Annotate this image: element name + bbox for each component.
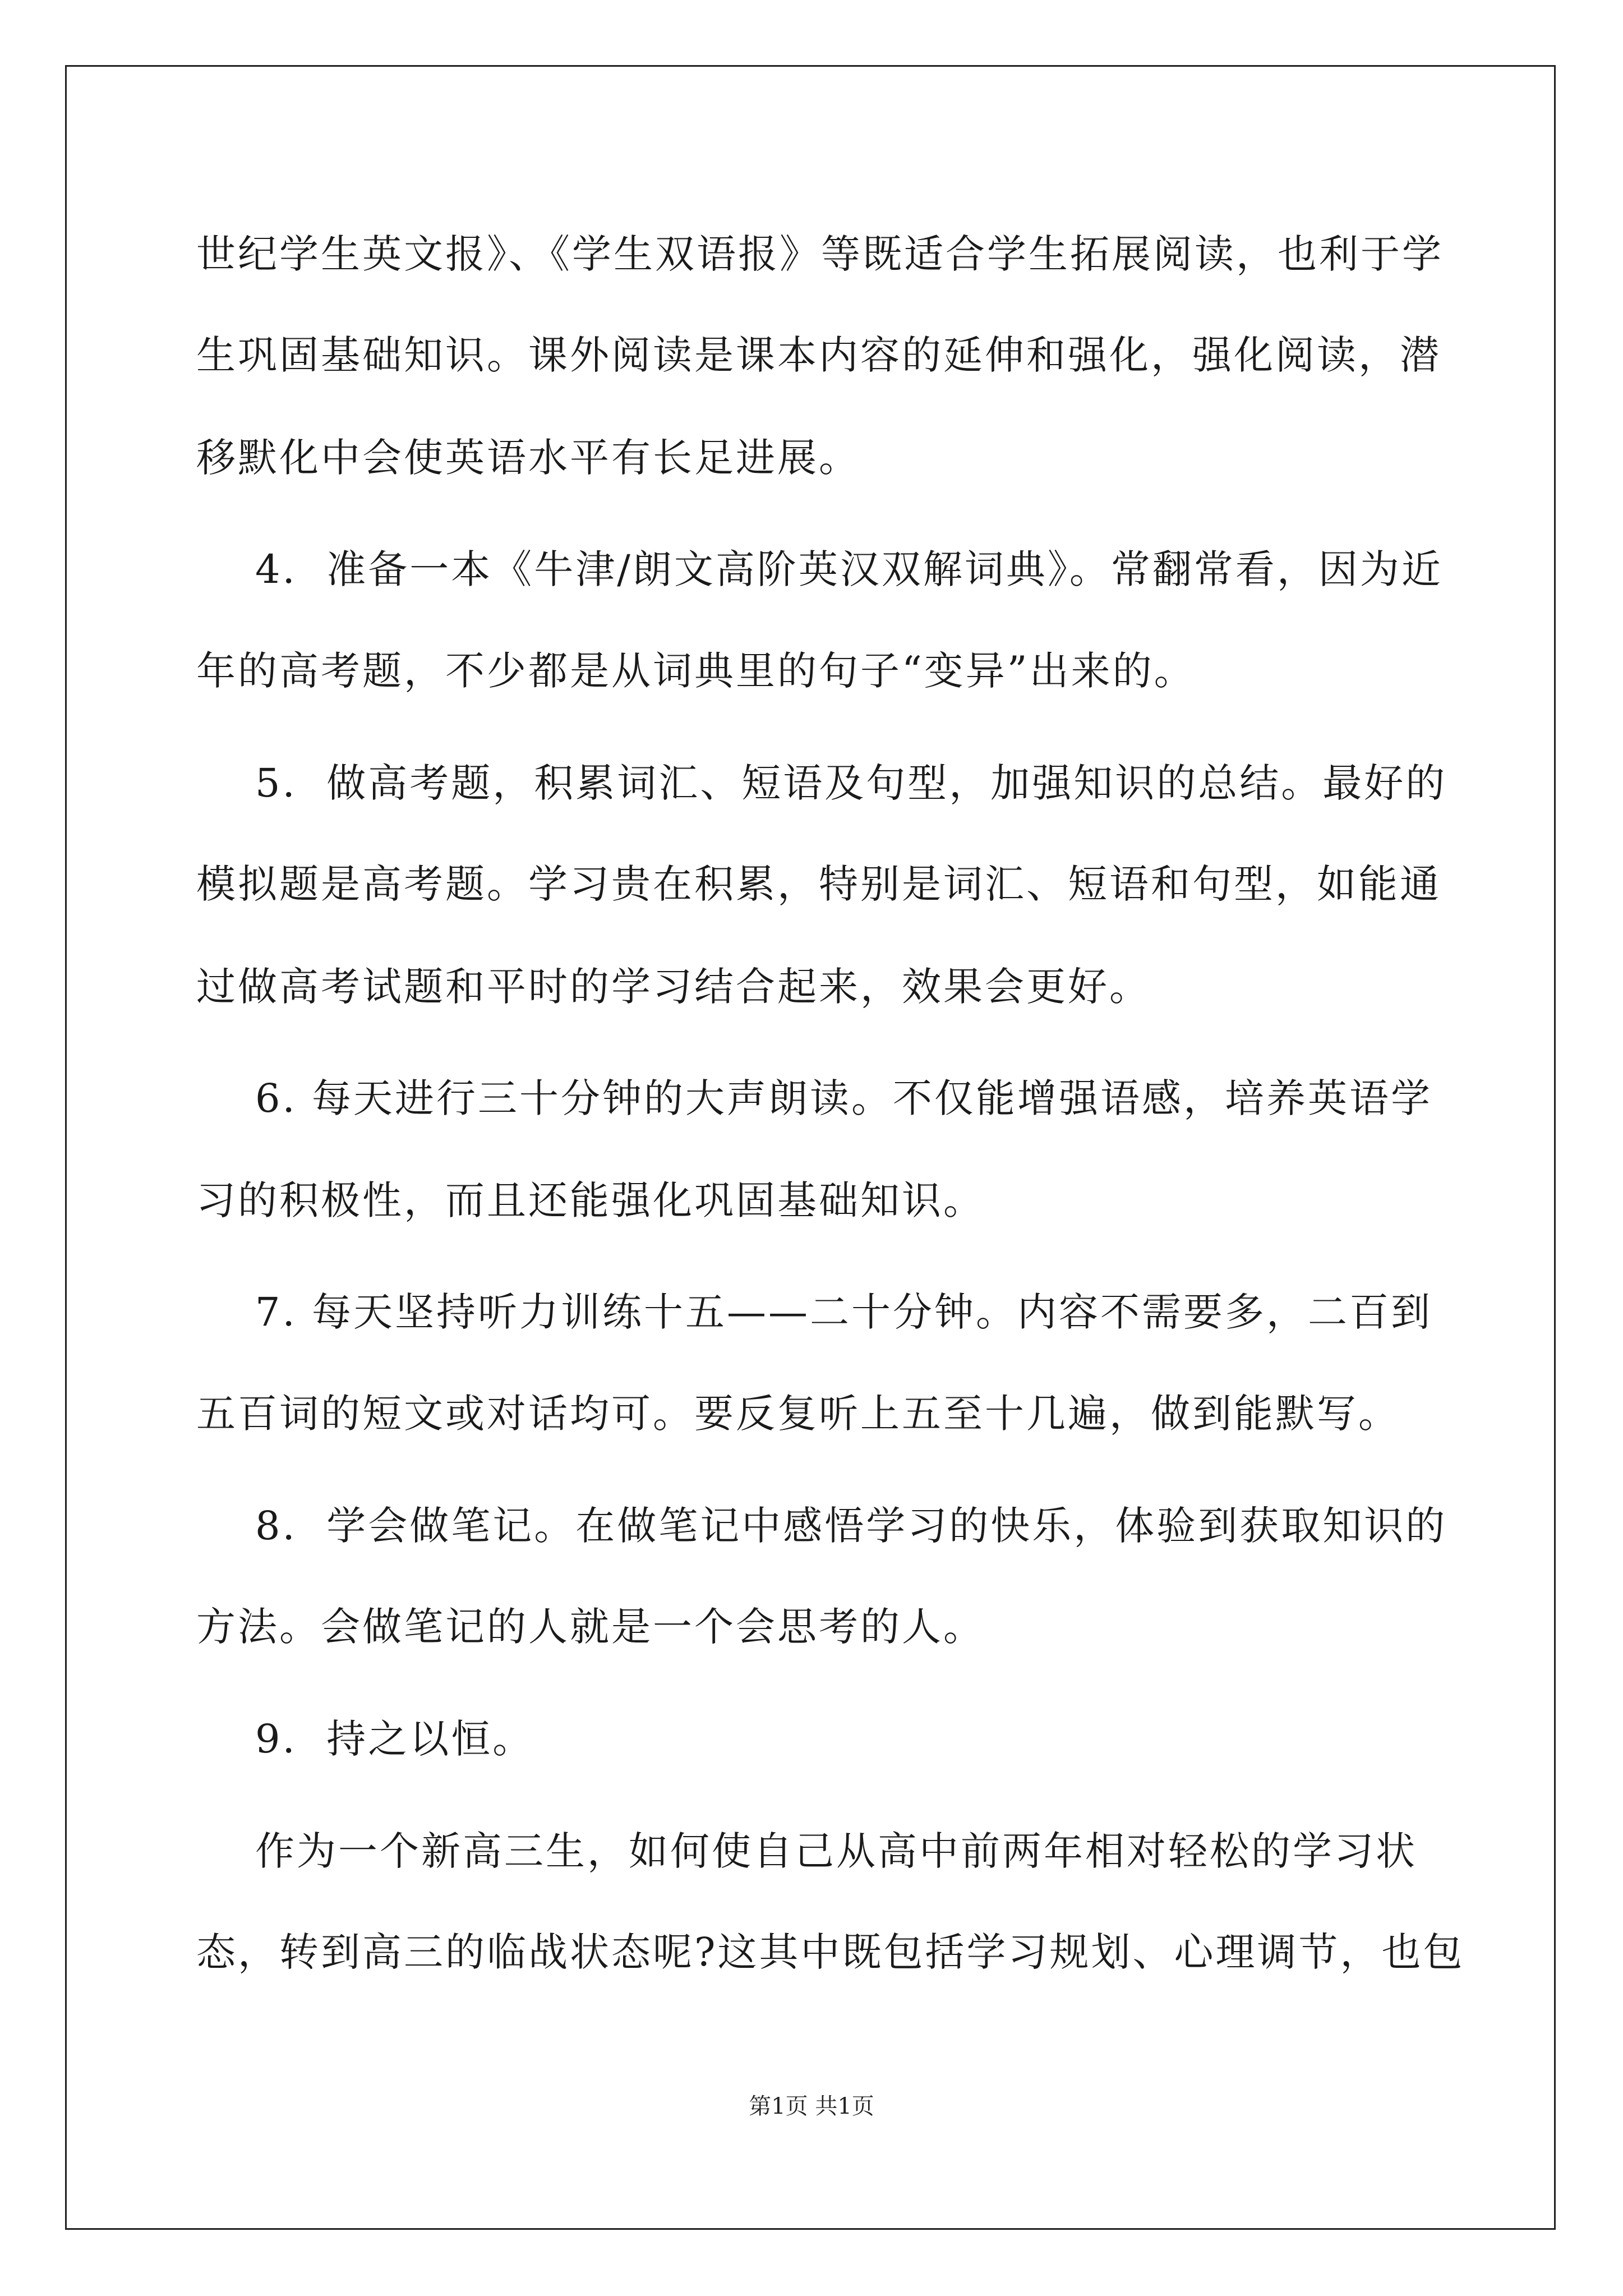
text-line: 6. 每天进行三十分钟的大声朗读。不仅能增强语感，培养英语学	[196, 1075, 1433, 1121]
text-line: 五百词的短文或对话均可。要反复听上五至十几遍，做到能默写。	[196, 1391, 1400, 1437]
text-line: 年的高考题，不少都是从词典里的句子“变异”出来的。	[196, 648, 1196, 694]
text-line: 移默化中会使英语水平有长足进展。	[196, 435, 860, 481]
text-line: 8. 学会做笔记。在做笔记中感悟学习的快乐，体验到获取知识的	[196, 1503, 1447, 1549]
text-line: 模拟题是高考题。学习贵在积累，特别是词汇、短语和句型，如能通	[196, 861, 1441, 907]
text-line: 习的积极性，而且还能强化巩固基础知识。	[196, 1177, 985, 1223]
text-line: 过做高考试题和平时的学习结合起来，效果会更好。	[196, 964, 1151, 1010]
text-line: 4. 准备一本《牛津/朗文高阶英汉双解词典》。常翻常看，因为近	[196, 546, 1443, 592]
text-line: 5. 做高考题，积累词汇、短语及句型，加强知识的总结。最好的	[196, 760, 1447, 806]
text-line: 方法。会做笔记的人就是一个会思考的人。	[196, 1604, 985, 1650]
text-line: 生巩固基础知识。课外阅读是课本内容的延伸和强化，强化阅读，潜	[196, 332, 1441, 378]
text-line: 世纪学生英文报》、《学生双语报》等既适合学生拓展阅读，也利于学	[196, 231, 1444, 277]
text-line: 7. 每天坚持听力训练十五——二十分钟。内容不需要多，二百到	[196, 1289, 1433, 1335]
text-line: 态，转到高三的临战状态呢?这其中既包括学习规划、心理调节，也包	[196, 1929, 1465, 1975]
page-border	[65, 65, 1556, 2230]
text-line: 作为一个新高三生，如何使自己从高中前两年相对轻松的学习状	[196, 1828, 1418, 1874]
text-line: 9. 持之以恒。	[196, 1716, 534, 1762]
page-number: 第1页 共1页	[749, 2093, 874, 2119]
